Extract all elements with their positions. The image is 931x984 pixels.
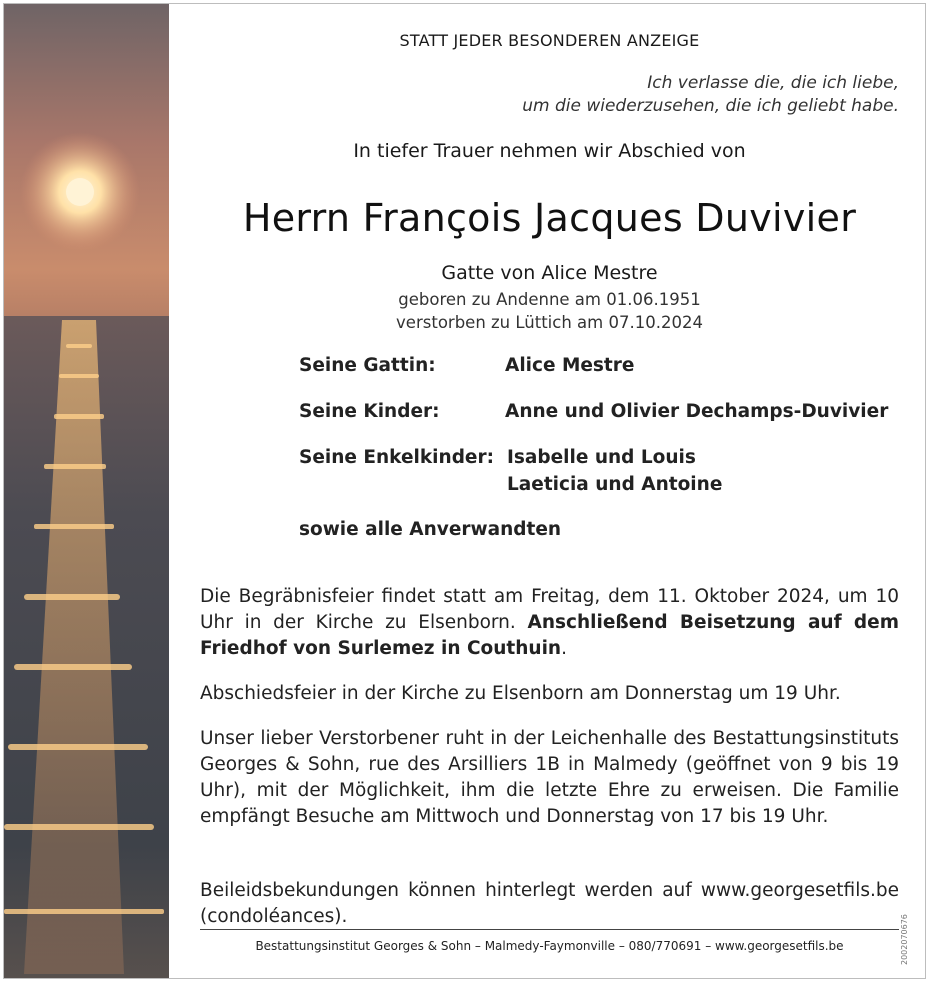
farewell-paragraph: Abschiedsfeier in der Kirche zu Elsenborn am Donnerstag um 19 Uhr. [200, 682, 841, 704]
death-line: verstorben zu Lüttich am 07.10.2024 [396, 313, 703, 332]
funeral-text: Die Begräbnisfeier findet statt am Freitag, dem 11. Oktober 2024, um 10 Uhr in der Kirche zu Elsenborn. [200, 585, 899, 633]
sunset-photo [4, 4, 169, 978]
condolences-paragraph: Beileidsbekundungen können hinterlegt werden auf www.georgesetfils.be (condoléances). [200, 879, 899, 927]
family-value: Isabelle und Louis [507, 447, 696, 468]
sunset-over-sea-image [4, 4, 169, 978]
quote-line: um die wiederzusehen, die ich geliebt habe. [522, 96, 899, 116]
footer-text: Bestattungsinstitut Georges & Sohn – Malmedy-Faymonville – 080/770691 – www.georgesetfils.be [255, 939, 844, 953]
notice-headline: STATT JEDER BESONDEREN ANZEIGE [399, 31, 700, 50]
memorial-quote [522, 72, 899, 118]
deceased-name: Herrn François Jacques Duvivier [242, 196, 857, 240]
family-label: Seine Kinder: [299, 401, 440, 422]
quote-line: Ich verlasse die, die ich liebe, [647, 73, 899, 93]
family-value: Alice Mestre [505, 355, 635, 376]
footer-divider [200, 929, 899, 930]
obituary-content [200, 0, 899, 984]
family-value: Laeticia und Antoine [507, 474, 723, 495]
spouse-line: Gatte von Alice Mestre [441, 262, 658, 284]
family-label: Seine Enkelkinder: [299, 447, 494, 468]
birth-line: geboren zu Andenne am 01.06.1951 [398, 290, 701, 309]
family-label: Seine Gattin: [299, 355, 436, 376]
family-closing-text: sowie alle Anverwandten [299, 519, 562, 540]
family-value: Anne und Olivier Dechamps-Duvivier [505, 401, 889, 422]
funeral-paragraph [200, 584, 899, 662]
ad-code: 2002070676 [900, 914, 909, 965]
viewing-paragraph: Unser lieber Verstorbener ruht in der Leichenhalle des Bestattungsinstituts Georges & Sohn, rue des Arsilliers 1B in Malmedy (geöffnet von 9 bis 19 Uhr), mit der Möglichkeit, ihm die letzte Ehre zu erweisen. Die Familie empfängt Besuche am Mittwoch und Donnerstag von 17 bis 19 Uhr. [200, 727, 899, 827]
intro-text: In tiefer Trauer nehmen wir Abschied von [353, 140, 746, 162]
funeral-burial-text: Anschließend Beisetzung auf dem Friedhof von Surlemez in Couthuin [200, 611, 900, 659]
funeral-text-end: . [561, 637, 567, 659]
